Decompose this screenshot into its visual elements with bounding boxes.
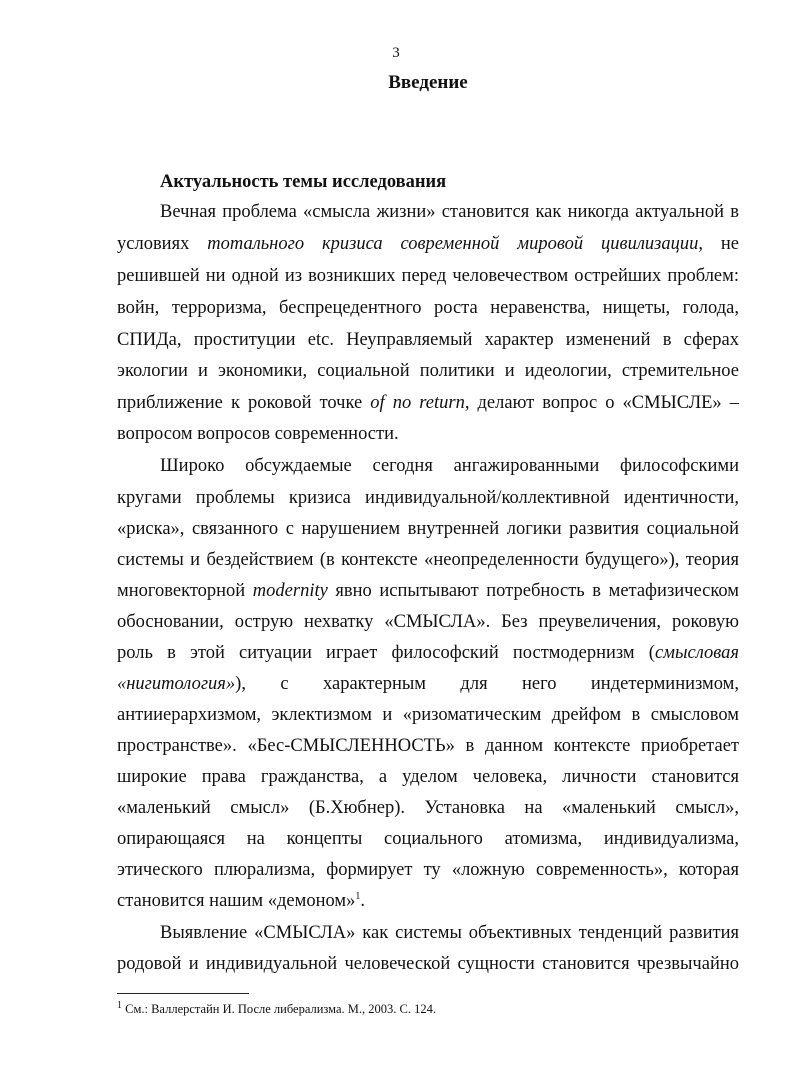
footnote-text: См.: Валлерстайн И. После либерализма. М., 2003. С. 124. (122, 1002, 436, 1016)
paragraph-2-line-12: «маленький смысл» (Б.Хюбнер). Установка на «маленький смысл», (117, 798, 739, 818)
paragraph-1-line-5: СПИДа, проституции etc. Неуправляемый характер изменений в сферах (117, 330, 739, 350)
text-run: . (360, 891, 365, 911)
paragraph-1-line-7 (117, 391, 739, 415)
italic-text: смысловая (654, 643, 739, 663)
page-title: Введение (388, 72, 468, 93)
paragraph-2-line-8 (117, 672, 739, 696)
italic-text: тотального кризиса современной мировой цивилизации (207, 234, 699, 254)
paragraph-2-line-9: антииерархизмом, эклектизмом и «ризоматическим дрейфом в смысловом (117, 705, 739, 725)
text-run: роль в этой ситуации играет философский постмодернизм ( (117, 643, 655, 663)
paragraph-2-line-10: пространстве». «Бес-СМЫСЛЕННОСТЬ» в данном контексте приобретает (117, 736, 739, 756)
paragraph-2-line-6: обосновании, острую нехватку «СМЫСЛА». Без преувеличения, роковую (117, 612, 739, 632)
paragraph-1-line-3: решившей ни одной из возникших перед человечеством острейших проблем: (117, 266, 739, 286)
text-run: приближение к роковой точке (117, 393, 371, 413)
text-run: условиях (117, 234, 208, 254)
paragraph-2-line-5 (117, 579, 739, 603)
paragraph-2-line-11: широкие права гражданства, а уделом человека, личности становится (117, 767, 739, 787)
footnote-reference: 1 (355, 890, 361, 902)
paragraph-1-line-1: Вечная проблема «смысла жизни» становится как никогда актуальной в (160, 202, 739, 222)
italic-text: of no return (370, 393, 465, 413)
paragraph-3-line-1: Выявление «СМЫСЛА» как системы объективных тенденций развития (160, 923, 739, 943)
page-number: 3 (392, 45, 400, 61)
paragraph-2-line-3: «риска», связанного с нарушением внутренней логики развития социальной (117, 519, 739, 539)
text-run: становится нашим «демоном» (117, 891, 356, 911)
paragraph-2-line-7 (117, 641, 739, 665)
text-run: явно испытывают потребность в метафизическом (327, 581, 739, 601)
footnote-rule (117, 993, 249, 994)
text-run: , не (698, 234, 739, 254)
footnote-marker: 1 (117, 999, 122, 1011)
paragraph-1-line-4: войн, терроризма, беспрецедентного роста неравенства, нищеты, голода, (117, 298, 739, 318)
paragraph-2-line-15 (117, 889, 739, 913)
text-run: многовекторной (117, 581, 253, 601)
paragraph-2-line-14: этического плюрализма, формирует ту «ложную современность», которая (117, 860, 739, 880)
paragraph-3-line-2: родовой и индивидуальной человеческой сущности становится чрезвычайно (117, 954, 739, 974)
paragraph-1-line-2 (117, 232, 739, 256)
paragraph-1-line-6: экологии и экономики, социальной политики и идеологии, стремительное (117, 361, 739, 381)
paragraph-2-line-2: кругами проблемы кризиса индивидуальной/коллективной идентичности, (117, 488, 739, 508)
italic-text: «нигитология» (117, 674, 236, 694)
text-run: , делают вопрос о «СМЫСЛЕ» – (464, 393, 739, 413)
italic-text: modernity (252, 581, 328, 601)
section-heading: Актуальность темы исследования (160, 172, 447, 192)
text-run: ), с характерным для него индетерминизмом, (235, 674, 739, 694)
paragraph-2-line-1: Широко обсуждаемые сегодня ангажированными философскими (160, 456, 739, 476)
paragraph-2-line-4: системы и бездействием (в контексте «неопределенности будущего»), теория (117, 550, 739, 570)
paragraph-2-line-13: опирающаяся на концепты социального атомизма, индивидуализма, (117, 829, 739, 849)
footnote (117, 999, 436, 1017)
paragraph-1-line-8: вопросом вопросов современности. (117, 424, 399, 444)
